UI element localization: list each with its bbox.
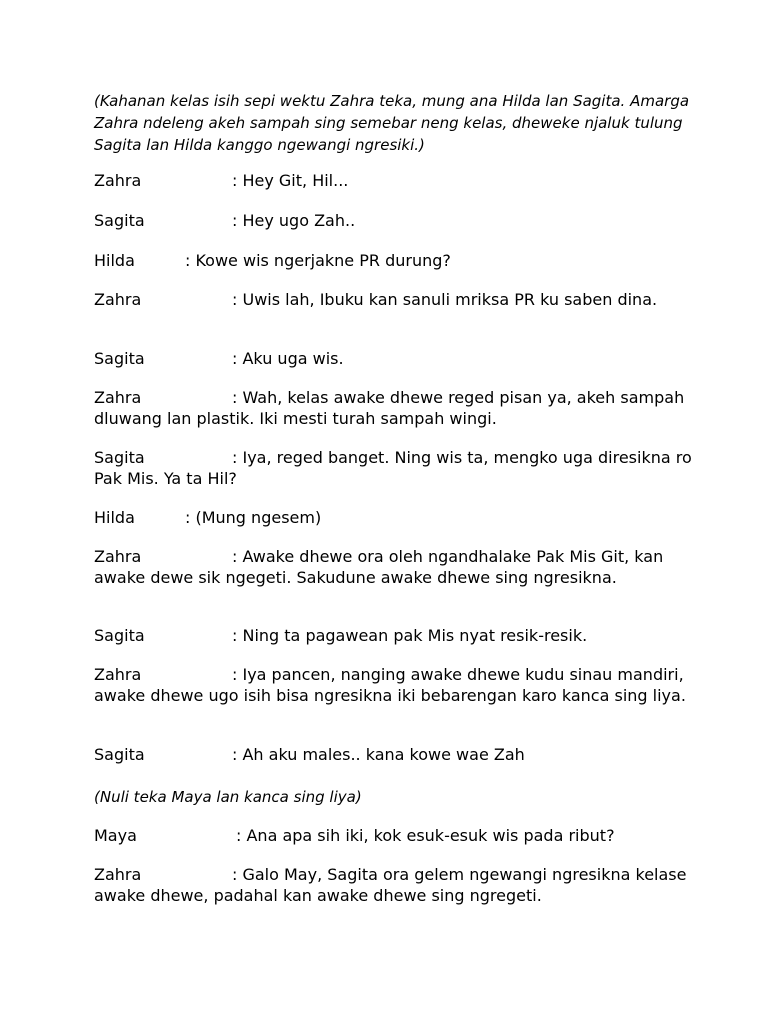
speaker-name: Zahra — [94, 665, 142, 684]
speaker-name: Sagita — [94, 349, 145, 368]
dialogue-text: : Aku uga wis. — [232, 349, 344, 368]
speaker-name: Hilda — [94, 251, 135, 270]
speaker-name: Zahra — [94, 171, 142, 190]
speaker-name: Sagita — [94, 626, 145, 645]
speaker-name: Zahra — [94, 865, 142, 884]
dialogue-text: : Hey Git, Hil... — [232, 171, 349, 190]
dialogue-text: : Ana apa sih iki, kok esuk-esuk wis pada ribut? — [236, 826, 615, 845]
speaker-name: Sagita — [94, 211, 145, 230]
dialogue-text: : Wah, kelas awake dhewe reged pisan ya, akeh sampah dluwang lan plastik. Iki mesti turah sampah wingi. — [94, 388, 690, 428]
speaker-name: Zahra — [94, 388, 142, 407]
dialogue-line — [94, 825, 694, 846]
dialogue-line — [94, 546, 694, 588]
speaker-name: Sagita — [94, 448, 145, 467]
dialogue-line — [94, 744, 694, 765]
dialogue-text: : Uwis lah, Ibuku kan sanuli mriksa PR ku saben dina. — [232, 290, 658, 309]
dialogue-line — [94, 664, 694, 706]
stage-direction-middle: (Nuli teka Maya lan kanca sing liya) — [94, 788, 362, 806]
dialogue-text: : Awake dhewe ora oleh ngandhalake Pak Mis Git, kan awake dewe sik ngegeti. Sakudune awake dhewe sing ngresikna. — [94, 547, 669, 587]
dialogue-text: : Iya, reged banget. Ning wis ta, mengko uga diresikna ro Pak Mis. Ya ta Hil? — [94, 448, 697, 488]
dialogue-line — [94, 210, 694, 231]
dialogue-text: : Iya pancen, nanging awake dhewe kudu sinau mandiri, awake dhewe ugo isih bisa ngresikna iki bebarengan karo kanca sing liya. — [94, 665, 689, 705]
dialogue-line — [94, 447, 697, 489]
dialogue-line — [94, 507, 694, 528]
dialogue-text: : Galo May, Sagita ora gelem ngewangi ngresikna kelase awake dhewe, padahal kan awake dhewe sing ngregeti. — [94, 865, 692, 905]
dialogue-text: : Ah aku males.. kana kowe wae Zah — [232, 745, 525, 764]
speaker-name: Maya — [94, 826, 137, 845]
dialogue-line — [94, 625, 694, 646]
dialogue-line — [94, 387, 694, 429]
dialogue-text: : Ning ta pagawean pak Mis nyat resik-resik. — [232, 626, 588, 645]
dialogue-line — [94, 250, 694, 271]
dialogue-line — [94, 170, 694, 191]
dialogue-text: : Kowe wis ngerjakne PR durung? — [185, 251, 451, 270]
dialogue-line — [94, 348, 694, 369]
dialogue-line — [94, 864, 694, 906]
speaker-name: Hilda — [94, 508, 135, 527]
speaker-name: Zahra — [94, 547, 142, 566]
dialogue-text: : Hey ugo Zah.. — [232, 211, 356, 230]
dialogue-line — [94, 289, 694, 310]
speaker-name: Zahra — [94, 290, 142, 309]
dialogue-text: : (Mung ngesem) — [185, 508, 322, 527]
speaker-name: Sagita — [94, 745, 145, 764]
stage-direction-intro: (Kahanan kelas isih sepi wektu Zahra teka, mung ana Hilda lan Sagita. Amarga Zahra ndeleng akeh sampah sing semebar neng kelas, dheweke njaluk tulung Sagita lan Hilda kanggo ngewangi ngresiki.) — [94, 92, 690, 154]
